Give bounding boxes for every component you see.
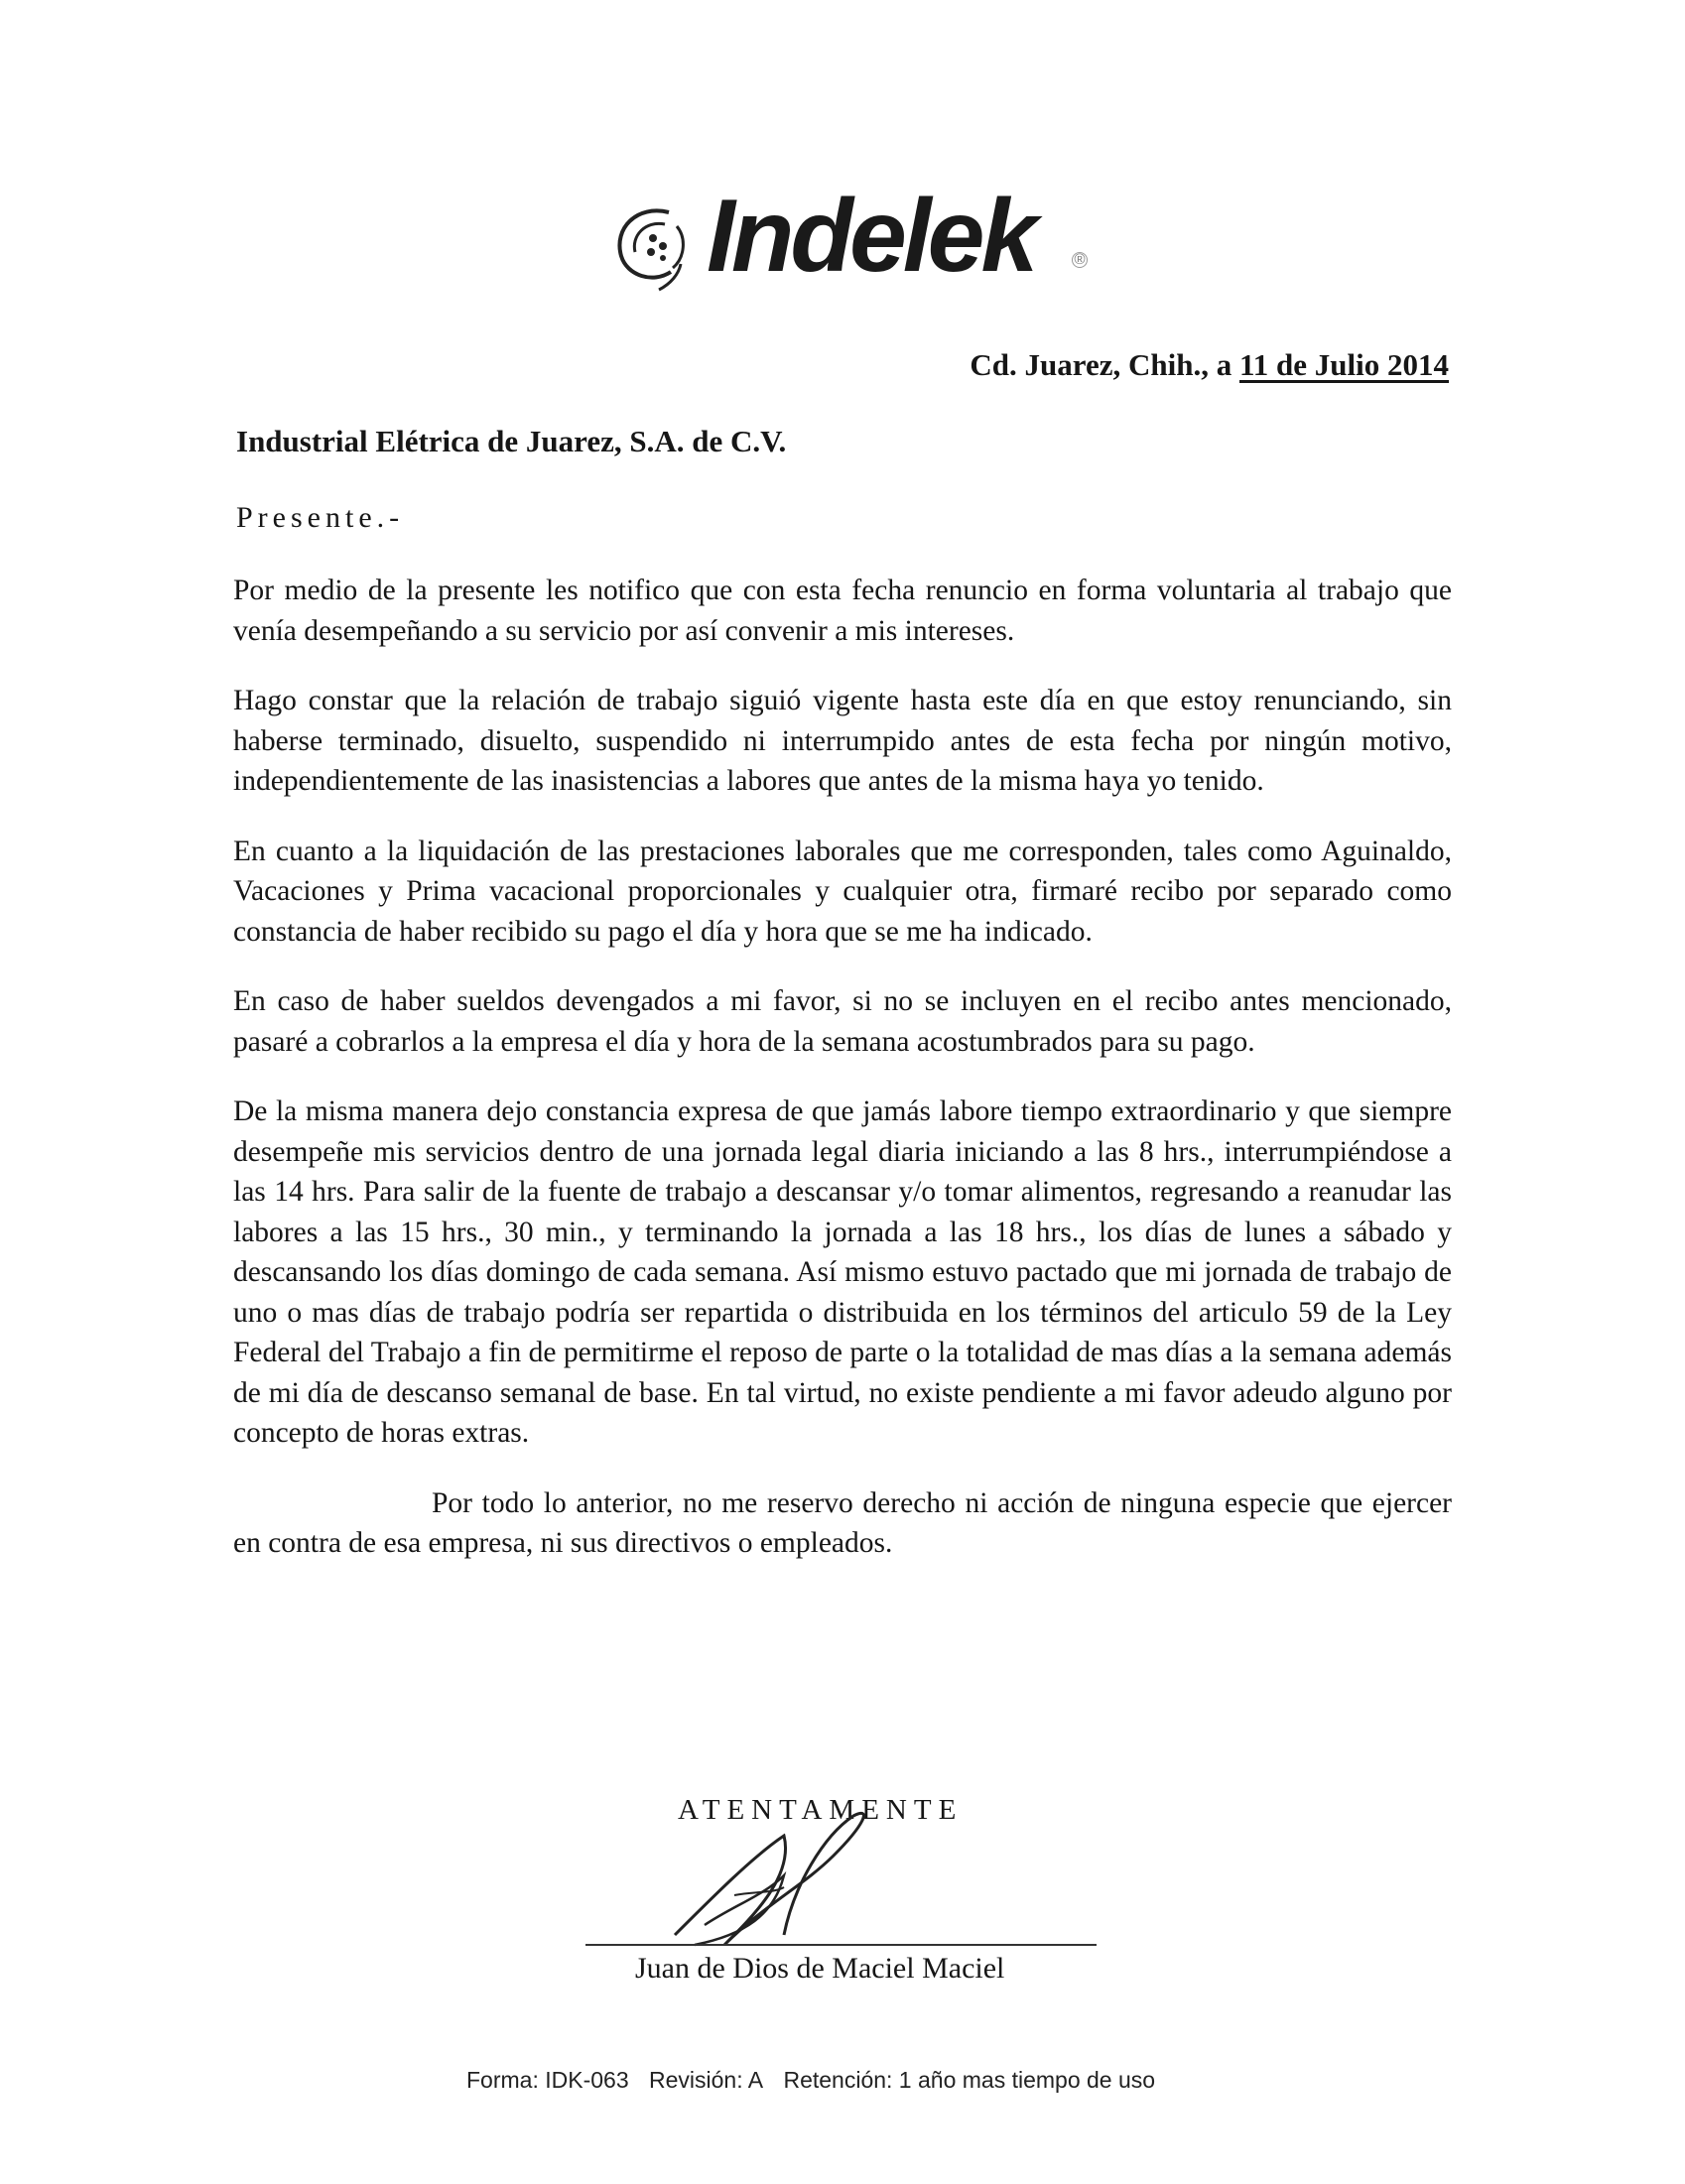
signature-icon — [635, 1796, 893, 1965]
footer-revision: Revisión: A — [649, 2067, 764, 2093]
recipient: Industrial Elétrica de Juarez, S.A. de C.V. — [236, 424, 787, 458]
footer-retention: Retención: 1 año mas tiempo de uso — [783, 2067, 1156, 2093]
paragraph: Hago constar que la relación de trabajo siguió vigente hasta este día en que estoy renunciando, sin haberse terminado, disuelto, suspendido ni interrumpido antes de esta fecha por ningún motivo, independientemente de las inasistencias a labores que antes de la misma haya yo tenido. — [233, 685, 1452, 797]
form-footer — [466, 2067, 1169, 2094]
date-value: 11 de Julio 2014 — [1238, 347, 1449, 382]
signer-name: Juan de Dios de Maciel Maciel — [635, 1952, 1005, 1985]
closing: ATENTAMENTE — [678, 1794, 964, 1826]
company-logo — [607, 179, 1123, 308]
footer-form: Forma: IDK-063 — [466, 2067, 629, 2093]
registered-mark: ® — [1072, 252, 1088, 268]
logo-swirl-icon — [607, 198, 707, 298]
logo-wordmark: Indelek — [707, 179, 1035, 294]
paragraph: En cuanto a la liquidación de las prestaciones laborales que me corresponden, tales como Aguinaldo, Vacaciones y Prima vacacional proporcionales y cualquier otra, firmaré recibo por separado como constancia de haber recibido su pago el día y hora que se me ha indicado. — [233, 835, 1452, 948]
date-line — [970, 347, 1449, 383]
paragraph: Por medio de la presente les notifico que con esta fecha renuncio en forma voluntaria al trabajo que venía desempeñando a su servicio por así convenir a mis intereses. — [233, 575, 1452, 647]
date-place: Cd. Juarez, Chih., a — [970, 347, 1232, 382]
paragraph: De la misma manera dejo constancia expresa de que jamás labore tiempo extraordinario y que siempre desempeñe mis servicios dentro de una jornada legal diaria iniciando a las 8 hrs., interrumpiéndose a las 14 hrs. Para salir de la fuente de trabajo a descansar y/o tomar alimentos, regresando a reanudar las labores a las 15 hrs., 30 min., y terminando la jornada a las 18 hrs., los días de lunes a sábado y descansando los días domingo de cada semana. Así mismo estuvo pactado que mi jornada de trabajo de uno o mas días de trabajo podría ser repartida o distribuida en los términos del articulo 59 de la Ley Federal del Trabajo a fin de permitirme el reposo de parte o la totalidad de mas días a la semana además de mi día de descanso semanal de base. En tal virtud, no existe pendiente a mi favor adeudo alguno por concepto de horas extras. — [233, 1095, 1452, 1449]
greeting: Presente.- — [236, 501, 405, 534]
letter-body — [233, 571, 1452, 1594]
paragraph: Por todo lo anterior, no me reservo derecho ni acción de ninguna especie que ejercer en contra de esa empresa, ni sus directivos o empleados. — [233, 1486, 1452, 1559]
paragraph: En caso de haber sueldos devengados a mi favor, si no se incluyen en el recibo antes mencionado, pasaré a cobrarlos a la empresa el día y hora de la semana acostumbrados para su pago. — [233, 985, 1452, 1058]
signature-line — [585, 1944, 1097, 1946]
